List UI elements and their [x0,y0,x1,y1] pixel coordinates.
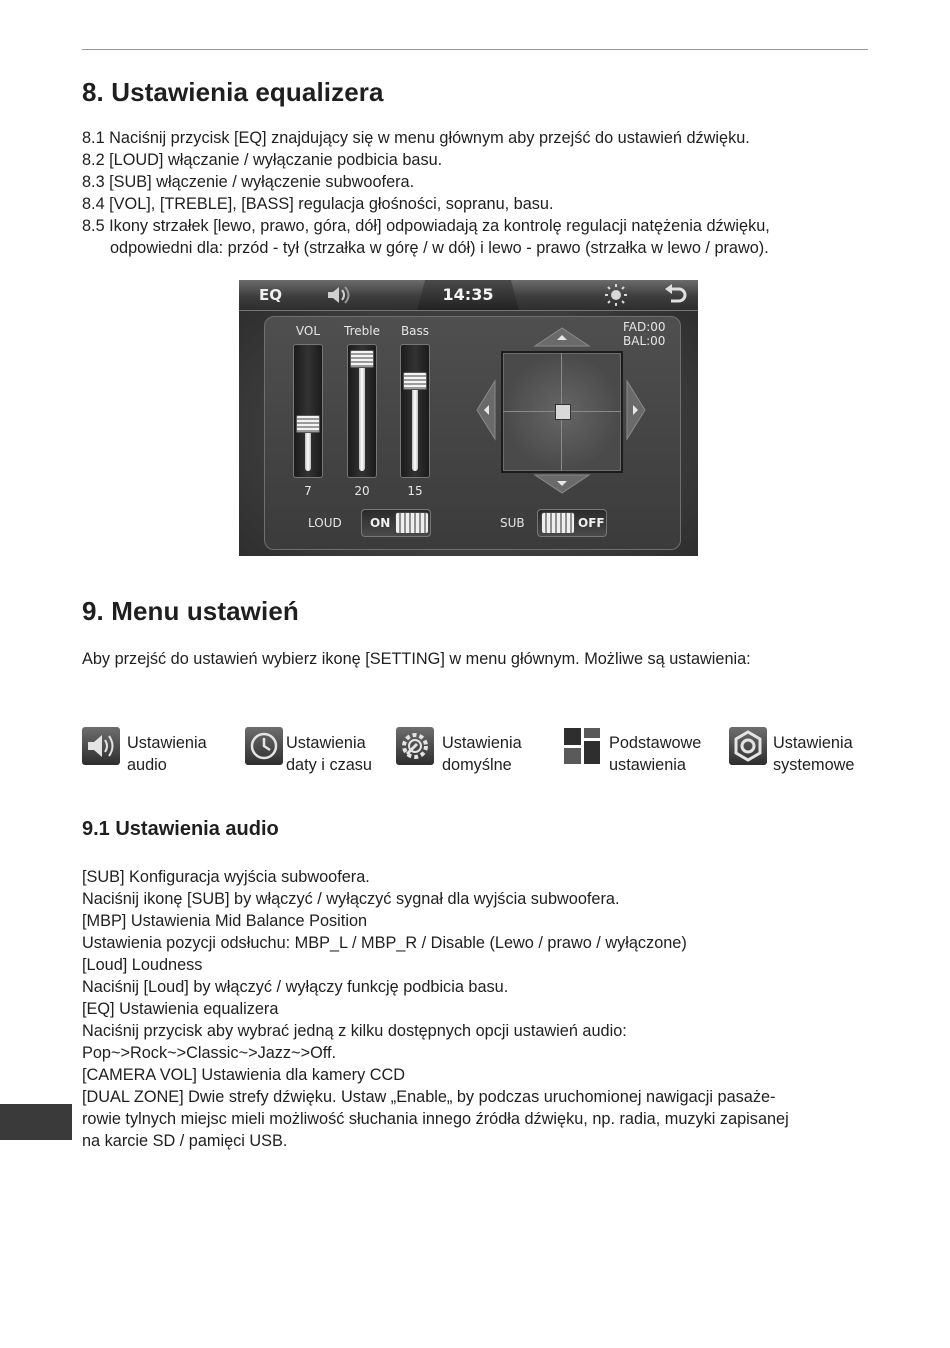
section-8-item: 8.2 [LOUD] włączanie / wyłączanie podbicia basu. [82,151,443,169]
settings-audio-label: Ustawienia audio [127,734,207,774]
sub-toggle-knob [541,512,575,534]
bal-value: BAL:00 [623,334,666,348]
section-8-item: 8.3 [SUB] włączenie / wyłączenie subwoofera. [82,173,415,191]
header-rule [82,49,868,50]
treble-slider-fill [359,357,365,471]
fad-bal-readout [623,320,666,348]
squares-icon [563,727,601,765]
vol-slider-fill [305,429,311,471]
speaker-icon[interactable] [325,284,353,306]
body-line: Naciśnij ikonę [SUB] by włączyć / wyłączyć sygnał dla wyjścia subwoofera. [82,890,620,908]
section-9-1-title: 9.1 Ustawienia audio [82,818,279,840]
section-8-item: 8.4 [VOL], [TREBLE], [BASS] regulacja głośności, sopranu, basu. [82,195,554,213]
section-8-item: 8.1 Naciśnij przycisk [EQ] znajdujący się w menu głównym aby przejść do ustawień dźwięku. [82,129,750,147]
body-line: Naciśnij przycisk aby wybrać jedną z kilku dostępnych opcji ustawień audio: [82,1022,627,1040]
vol-value: 7 [304,484,312,498]
section-9-intro: Aby przejść do ustawień wybierz ikonę [SETTING] w menu głównym. Możliwe są ustawienia: [82,650,751,668]
body-line: [EQ] Ustawienia equalizera [82,1000,279,1018]
treble-value: 20 [354,484,370,498]
treble-slider-knob[interactable] [350,350,374,368]
loud-toggle-knob [395,512,429,534]
brightness-icon[interactable] [603,283,629,307]
settings-datetime-label: Ustawienia daty i czasu [286,734,372,774]
body-line: [MBP] Ustawienia Mid Balance Position [82,912,368,930]
settings-system-label: Ustawienia systemowe [773,734,855,774]
clock-icon [245,727,283,765]
vol-slider-knob[interactable] [296,415,320,433]
section-8-item: 8.5 Ikony strzałek [lewo, prawo, góra, dół] odpowiadają za kontrolę regulacji natężenia dźwięku, [82,217,770,235]
body-line: [CAMERA VOL] Ustawienia dla kamery CCD [82,1066,406,1084]
eq-title: EQ [259,286,282,304]
body-line: rowie tylnych miejsc mieli możliwość słuchania innego źródła dźwięku, np. radia, muzyki zapisanej [82,1110,789,1128]
arrow-down-icon[interactable] [517,473,607,495]
fad-value: FAD:00 [623,320,666,334]
loud-label: LOUD [308,516,342,530]
bass-slider-fill [412,381,418,471]
sub-label: SUB [500,516,525,530]
system-gear-icon [729,727,767,765]
page-side-tab [0,1104,72,1140]
eq-screen [239,280,698,556]
section-9-title: 9. Menu ustawień [82,596,299,626]
arrow-left-icon[interactable] [475,365,497,455]
section-8-title: 8. Ustawienia equalizera [82,77,384,107]
clock-time: 14:35 [442,285,494,304]
balance-pad[interactable] [501,351,623,473]
speaker-icon [82,727,120,765]
arrow-up-icon[interactable] [517,326,607,348]
balance-pad-position[interactable] [555,404,571,420]
body-line: [DUAL ZONE] Dwie strefy dźwięku. Ustaw „Enable„ by podczas uruchomionej nawigacji pasaże- [82,1088,776,1106]
settings-basic-label: Podstawowe ustawienia [609,734,702,774]
body-line: Pop~>Rock~>Classic~>Jazz~>Off. [82,1044,337,1062]
body-line: Ustawienia pozycji odsłuchu: MBP_L / MBP_R / Disable (Lewo / prawo / wyłączone) [82,934,687,952]
body-line: Naciśnij [Loud] by włączyć / wyłączy funkcję podbicia basu. [82,978,509,996]
section-8-item-continued: odpowiedni dla: przód - tył (strzałka w górę / w dół) i lewo - prawo (strzałka w lewo / prawo). [110,239,769,257]
section-9-1-body [82,866,872,1152]
bass-slider-knob[interactable] [403,372,427,390]
treble-label: Treble [344,324,380,338]
sub-toggle[interactable] [537,509,607,537]
sub-state: OFF [578,516,605,530]
vol-label: VOL [295,324,321,338]
loud-toggle[interactable] [361,509,431,537]
vol-slider[interactable] [293,344,323,478]
gear-wrench-icon [396,727,434,765]
body-line: [SUB] Konfiguracja wyjścia subwoofera. [82,868,370,886]
body-line: [Loud] Loudness [82,956,203,974]
bass-value: 15 [407,484,423,498]
settings-default-label: Ustawienia domyślne [442,734,522,774]
back-icon[interactable] [663,283,689,307]
arrow-right-icon[interactable] [625,365,647,455]
loud-state: ON [370,516,391,530]
bass-slider[interactable] [400,344,430,478]
bass-label: Bass [400,324,430,338]
body-line: na karcie SD / pamięci USB. [82,1132,288,1150]
section-8-list [82,127,872,259]
treble-slider[interactable] [347,344,377,478]
